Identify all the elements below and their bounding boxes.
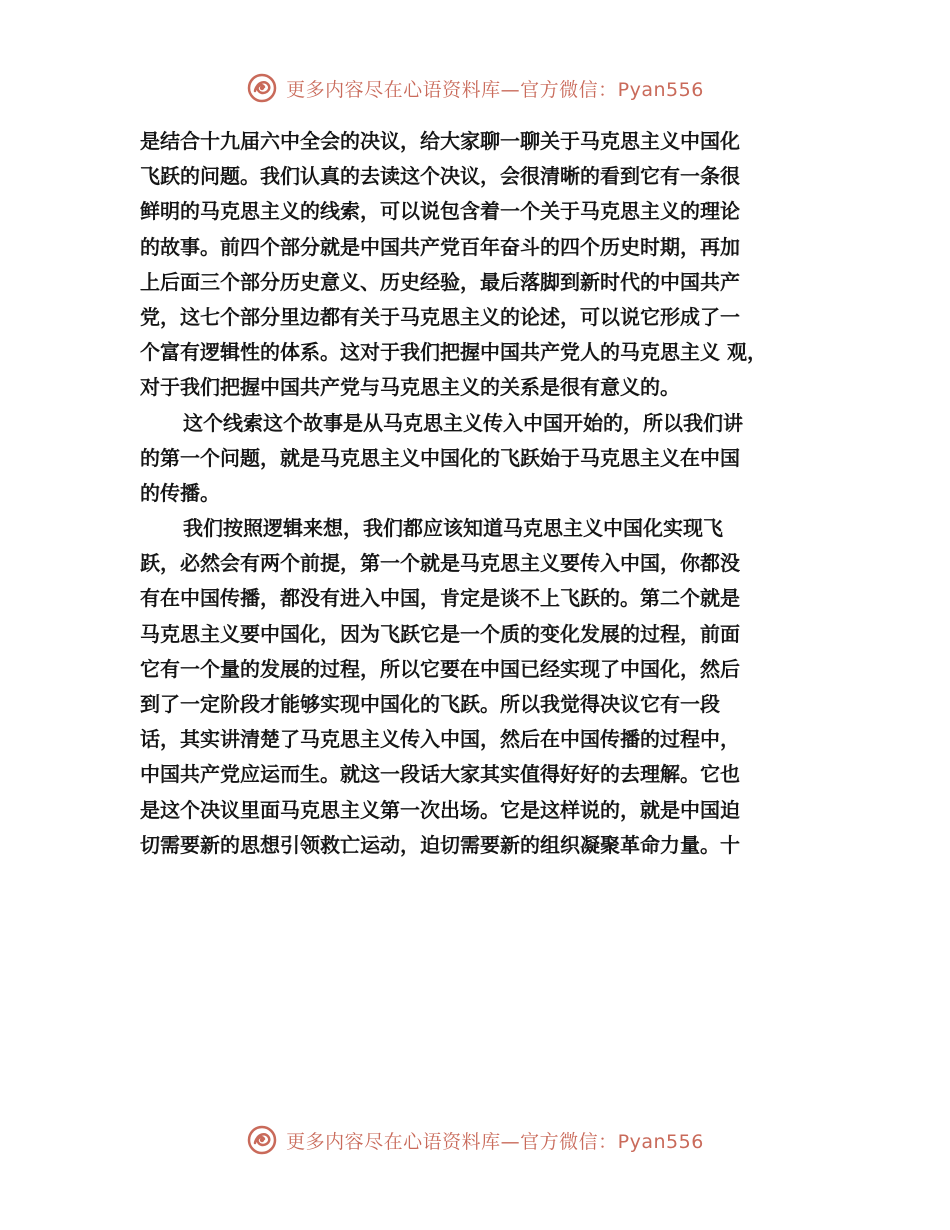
text-line: 切需要新的思想引领救亡运动，迫切需要新的组织凝聚革命力量。十 xyxy=(140,832,740,857)
paragraph-2 xyxy=(140,406,820,512)
text-line: 我们按照逻辑来想，我们都应该知道马克思主义中国化实现飞 xyxy=(183,516,723,541)
text-line: 鲜明的马克思主义的线索，可以说包含着一个关于马克思主义的理论 xyxy=(140,199,740,224)
text-line: 个富有逻辑性的体系。这对于我们把握中国共产党人的马克思主义 观， xyxy=(140,340,767,365)
text-line: 的故事。前四个部分就是中国共产党百年奋斗的四个历史时期，再加 xyxy=(140,234,740,259)
paragraph-3 xyxy=(140,511,820,863)
text-line: 是这个决议里面马克思主义第一次出场。它是这样说的，就是中国迫 xyxy=(140,797,740,822)
text-line: 话，其实讲清楚了马克思主义传入中国，然后在中国传播的过程中， xyxy=(140,727,740,752)
watermark-text: 更多内容尽在心语资料库—官方微信：Pyan556 xyxy=(286,1130,704,1153)
header-watermark xyxy=(0,72,950,104)
swirl-seal-icon xyxy=(246,1124,278,1156)
text-line: 到了一定阶段才能够实现中国化的飞跃。所以我觉得决议它有一段 xyxy=(140,692,720,716)
text-line: 这个线索这个故事是从马克思主义传入中国开始的，所以我们讲 xyxy=(183,410,743,435)
text-line: 有在中国传播，都没有进入中国，肯定是谈不上飞跃的。第二个就是 xyxy=(140,586,740,611)
text-line: 飞跃的问题。我们认真的去读这个决议，会很清晰的看到它有一条很 xyxy=(140,164,740,189)
paragraph-1 xyxy=(140,124,820,406)
text-line: 跃，必然会有两个前提，第一个就是马克思主义要传入中国，你都没 xyxy=(140,551,740,576)
text-line: 的传播。 xyxy=(140,480,220,505)
document-body xyxy=(140,124,820,863)
swirl-seal-icon xyxy=(246,72,278,104)
text-line: 马克思主义要中国化，因为飞跃它是一个质的变化发展的过程，前面 xyxy=(140,621,740,646)
text-line: 中国共产党应运而生。就这一段话大家其实值得好好的去理解。它也 xyxy=(140,762,740,787)
watermark-text: 更多内容尽在心语资料库—官方微信：Pyan556 xyxy=(286,78,704,101)
text-line: 是结合十九届六中全会的决议，给大家聊一聊关于马克思主义中国化 xyxy=(140,129,740,153)
text-line: 对于我们把握中国共产党与马克思主义的关系是很有意义的。 xyxy=(140,375,680,400)
text-line: 上后面三个部分历史意义、历史经验，最后落脚到新时代的中国共产 xyxy=(140,269,740,294)
text-line: 它有一个量的发展的过程，所以它要在中国已经实现了中国化，然后 xyxy=(140,656,740,681)
text-line: 的第一个问题，就是马克思主义中国化的飞跃始于马克思主义在中国 xyxy=(140,445,740,470)
text-line: 党，这七个部分里边都有关于马克思主义的论述，可以说它形成了一 xyxy=(140,304,740,329)
footer-watermark xyxy=(0,1124,950,1156)
